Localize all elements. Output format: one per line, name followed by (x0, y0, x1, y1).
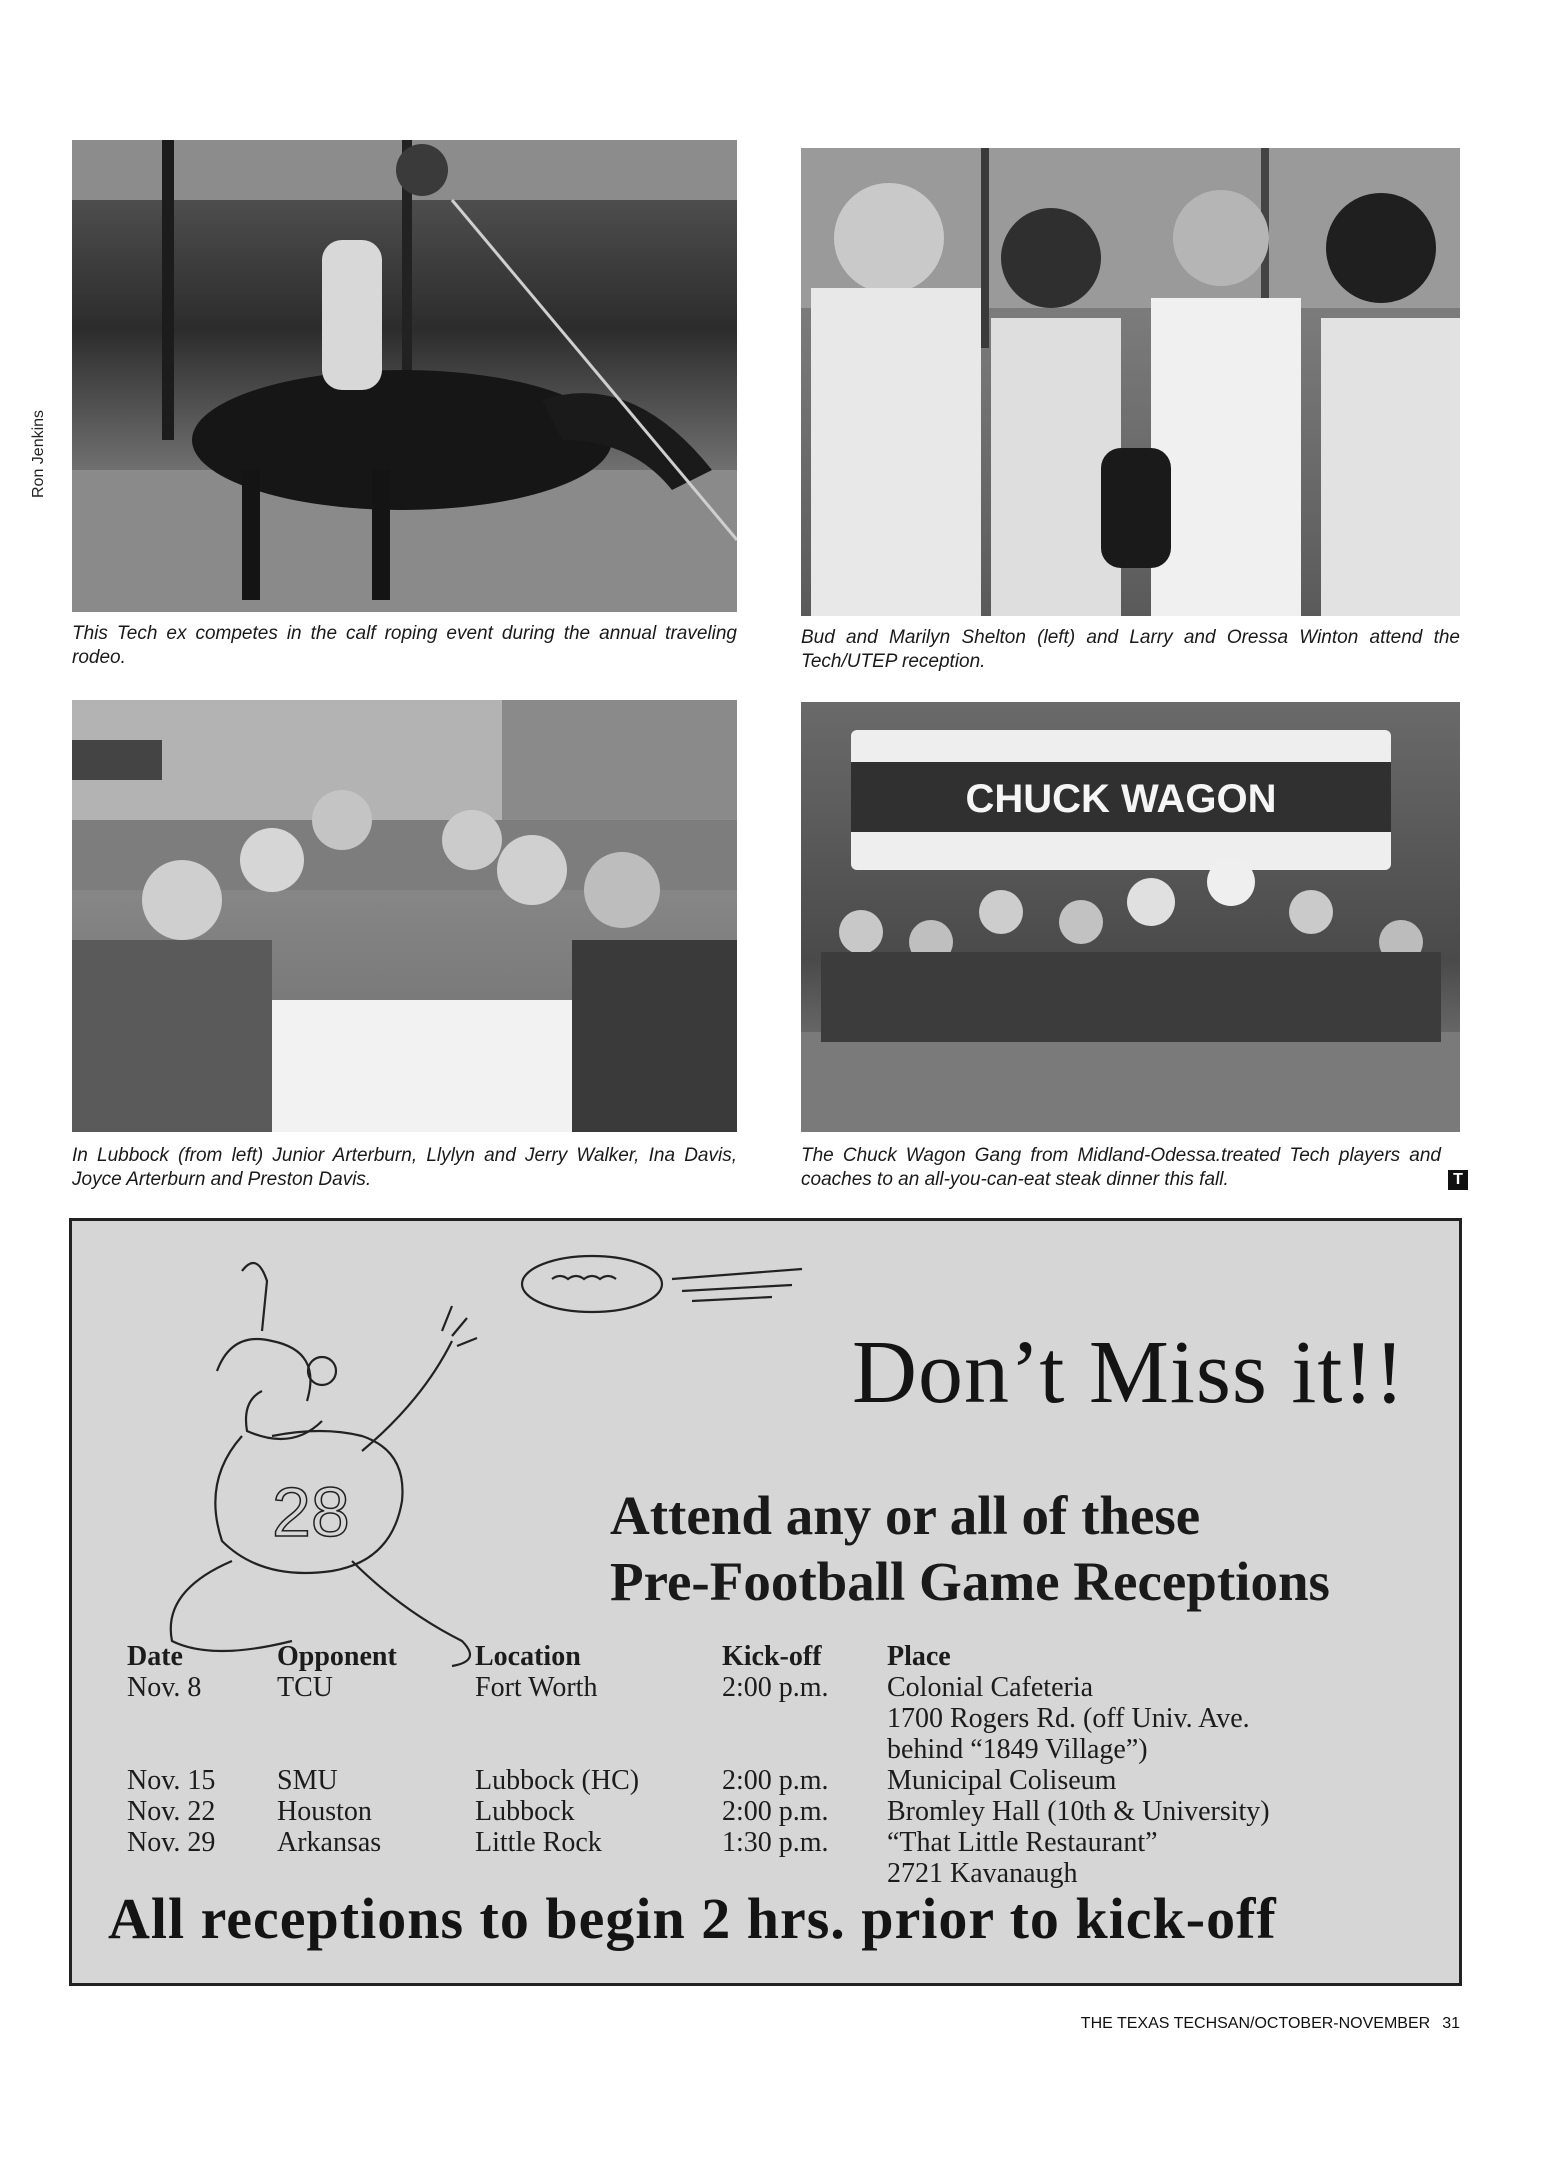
ad-subtitle-line-1: Attend any or all of these (610, 1485, 1201, 1546)
reception-photo (801, 148, 1460, 616)
row-kickoff: 2:00 p.m. (722, 1765, 829, 1796)
row-opponent: TCU (277, 1672, 333, 1703)
row-date: Nov. 8 (127, 1672, 202, 1703)
reception-caption: Bud and Marilyn Shelton (left) and Larry and Oressa Winton attend the Tech/UTEP reception. (801, 627, 1460, 672)
row-opponent: Arkansas (277, 1827, 382, 1858)
page-folio (1081, 2015, 1460, 2033)
row-kickoff: 2:00 p.m. (722, 1672, 829, 1703)
row-date: Nov. 29 (127, 1827, 216, 1858)
row-date: Nov. 22 (127, 1796, 216, 1827)
jersey-number: 28 (272, 1473, 350, 1551)
end-mark-logo: T (1448, 1170, 1468, 1190)
rodeo-caption: This Tech ex competes in the calf roping event during the annual traveling rodeo. (72, 623, 737, 668)
header-location: Location (475, 1641, 581, 1672)
receptions-ad (69, 1218, 1462, 1986)
chuck-wagon-sign: CHUCK WAGON (965, 777, 1277, 821)
lubbock-group-photo (72, 700, 737, 1132)
rodeo-photo (72, 140, 737, 612)
row-place-line: 2721 Kavanaugh (887, 1858, 1078, 1889)
lubbock-caption: In Lubbock (from left) Junior Arterburn, Llylyn and Jerry Walker, Ina Davis, Joyce Arterburn and Preston Davis. (72, 1145, 737, 1190)
row-place-line: behind “1849 Village”) (887, 1734, 1148, 1765)
rodeo-illustration (72, 140, 737, 612)
ad-subtitle (610, 1483, 1330, 1615)
reception-illustration (801, 148, 1460, 616)
row-kickoff: 1:30 p.m. (722, 1827, 829, 1858)
row-place-line: 1700 Rogers Rd. (off Univ. Ave. (887, 1703, 1250, 1734)
ad-title: Don’t Miss it!! (852, 1323, 1406, 1422)
header-opponent: Opponent (277, 1641, 397, 1672)
header-date: Date (127, 1641, 183, 1672)
header-place: Place (887, 1641, 951, 1672)
chuck-wagon-caption: The Chuck Wagon Gang from Midland-Odessa.treated Tech players and coaches to an all-you-can-eat steak dinner this fall. (801, 1145, 1441, 1190)
row-place: Municipal Coliseum (887, 1765, 1117, 1796)
row-location: Lubbock (475, 1796, 575, 1827)
row-place: “That Little Restaurant” (887, 1827, 1158, 1858)
row-location: Fort Worth (475, 1672, 598, 1703)
page-number: 31 (1442, 2015, 1460, 2032)
row-date: Nov. 15 (127, 1765, 216, 1796)
row-kickoff: 2:00 p.m. (722, 1796, 829, 1827)
row-place: Bromley Hall (10th & University) (887, 1796, 1270, 1827)
football-player-drawing (122, 1241, 542, 1671)
ad-footer: All receptions to begin 2 hrs. prior to kick-off (108, 1886, 1277, 1951)
chuck-wagon-photo (801, 702, 1460, 1132)
row-location: Little Rock (475, 1827, 602, 1858)
publication-line: THE TEXAS TECHSAN/OCTOBER-NOVEMBER (1080, 2015, 1431, 2032)
row-place: Colonial Cafeteria (887, 1672, 1094, 1703)
header-kickoff: Kick-off (722, 1641, 822, 1672)
chuck-wagon-illustration (801, 702, 1460, 1132)
photo-credit: Ron Jenkins (30, 409, 47, 498)
row-opponent: Houston (277, 1796, 372, 1827)
lubbock-illustration (72, 700, 737, 1132)
row-location: Lubbock (HC) (475, 1765, 640, 1796)
ad-subtitle-line-2: Pre-Football Game Receptions (610, 1551, 1330, 1612)
row-opponent: SMU (277, 1765, 338, 1796)
flying-football-drawing (512, 1239, 812, 1329)
